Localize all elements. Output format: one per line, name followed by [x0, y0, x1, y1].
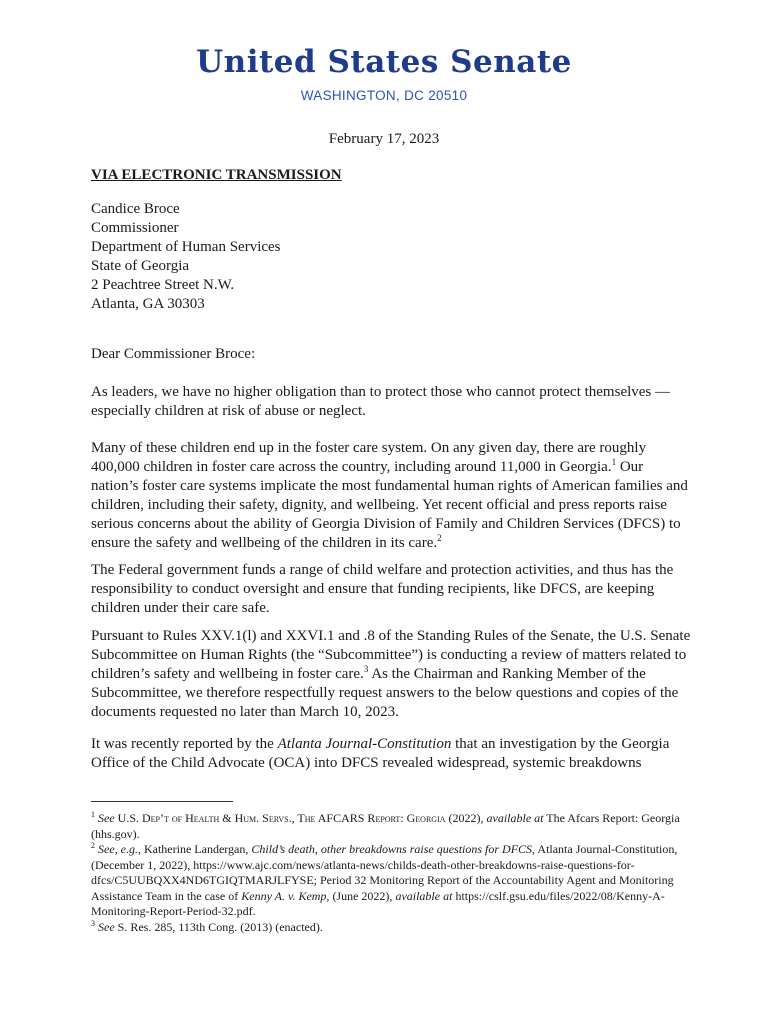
paragraph-2-part-a: Many of these children end up in the foster care system. On any given day, there are roughly 400,000 children in foster care across the country, including around 11,000 in Georgia.	[91, 440, 647, 475]
article-title: Child’s death, other breakdowns raise questions for DFCS,	[251, 842, 536, 856]
footnote-3	[91, 920, 691, 936]
transmission-heading: VIA ELECTRONIC TRANSMISSION	[91, 167, 342, 183]
senate-address: WASHINGTON, DC 20510	[300, 88, 468, 103]
paragraph-2-part-b: Our nation’s foster care systems implicate the most fundamental human rights of American families and children, including their safety, dignity, and wellbeing. Yet recent official and press reports raise serious concerns about the ability of Georgia Division of Family and Children Services (DFCS) to ensure the safety and wellbeing of the children in its care.	[91, 459, 688, 551]
paragraph-4	[91, 627, 691, 722]
recipient-street: 2 Peachtree Street N.W.	[91, 277, 235, 293]
footnote-text: The Afcars Report: Georgia (hhs.gov).	[91, 811, 680, 841]
available-at: available at	[486, 811, 544, 825]
letterhead	[0, 42, 768, 103]
recipient-name: Candice Broce	[91, 201, 180, 217]
footnote-ref-1: 1	[611, 457, 617, 467]
signal-see: See	[98, 919, 115, 934]
senate-title: United States Senate	[196, 44, 572, 80]
report-title: Dep’t of Health & Hum. Servs., The AFCARS Report: Georgia	[142, 811, 446, 825]
paragraph-5-part-a: It was recently reported by the	[91, 736, 278, 752]
footnote-ref-2: 2	[437, 533, 442, 543]
case-name: Kenny A. v. Kemp,	[241, 888, 330, 903]
signal-see: See	[98, 811, 115, 825]
newspaper-title: Atlanta Journal-Constitution	[277, 736, 452, 752]
recipient-state: State of Georgia	[91, 258, 190, 274]
footnote-number: 1	[91, 810, 95, 819]
recipient-address	[91, 200, 691, 314]
recipient-department: Department of Human Services	[91, 239, 281, 255]
recipient-title: Commissioner	[91, 220, 179, 236]
paragraph-4-part-b: As the Chairman and Ranking Member of the Subcommittee, we therefore respectfully request answers to the below questions and copies of the documents requested no later than March 10, 2023.	[91, 666, 679, 720]
footnote-2	[91, 842, 691, 920]
footnote-text: U.S.	[114, 811, 142, 825]
paragraph-5-part-b: that an investigation by the Georgia Office of the Child Advocate (OCA) into DFCS revealed widespread, systemic breakdowns	[91, 736, 670, 771]
paragraph-4-part-a: Pursuant to Rules XXV.1(l) and XXVI.1 and .8 of the Standing Rules of the Senate, the U.S. Senate Subcommittee on Human Rights (the “Subcommittee”) is conducting a review of matters related to children’s safety and wellbeing in foster care.	[91, 628, 691, 682]
footnotes	[91, 811, 691, 935]
footnote-text: Atlanta Journal-Constitution, (December 1, 2022), https://www.ajc.com/news/atlanta-news/childs-death-other-breakdowns-raise-questions-for-dfcs/C5UUBQXX4ND6TGIQTMARJLFYSE; Period 32 Monitoring Report of the Accountability Agent and Monitoring Assistance Team in the case of	[91, 842, 678, 903]
paragraph-2	[91, 439, 691, 553]
letter-date: February 17, 2023	[328, 131, 440, 147]
paragraph-1: As leaders, we have no higher obligation than to protect those who cannot protect themselves — especially children at risk of abuse or neglect.	[91, 384, 671, 419]
paragraph-5	[91, 735, 691, 773]
footnote-text: (2022),	[445, 811, 487, 825]
footnote-ref-3: 3	[363, 664, 369, 674]
paragraph-3: The Federal government funds a range of child welfare and protection activities, and thus has the responsibility to conduct oversight and ensure that funding recipients, like DFCS, are keeping children under their care safe.	[91, 562, 674, 616]
recipient-city: Atlanta, GA 30303	[91, 296, 205, 312]
footnote-number: 3	[91, 918, 95, 928]
footnote-text: S. Res. 285, 113th Cong. (2013) (enacted).	[114, 919, 323, 934]
footnote-text: (June 2022),	[329, 888, 396, 903]
available-at: available at	[395, 888, 453, 903]
salutation: Dear Commissioner Broce:	[91, 346, 256, 362]
footnote-text: https://cslf.gsu.edu/files/2022/08/Kenny-A-Monitoring-Report-Period-32.pdf.	[91, 888, 665, 918]
footnote-number: 2	[91, 841, 95, 850]
signal-see-eg: See, e.g.	[98, 842, 138, 856]
footnote-divider	[91, 801, 233, 802]
footnote-text: , Katherine Landergan,	[137, 842, 252, 856]
footnote-1	[91, 811, 691, 842]
